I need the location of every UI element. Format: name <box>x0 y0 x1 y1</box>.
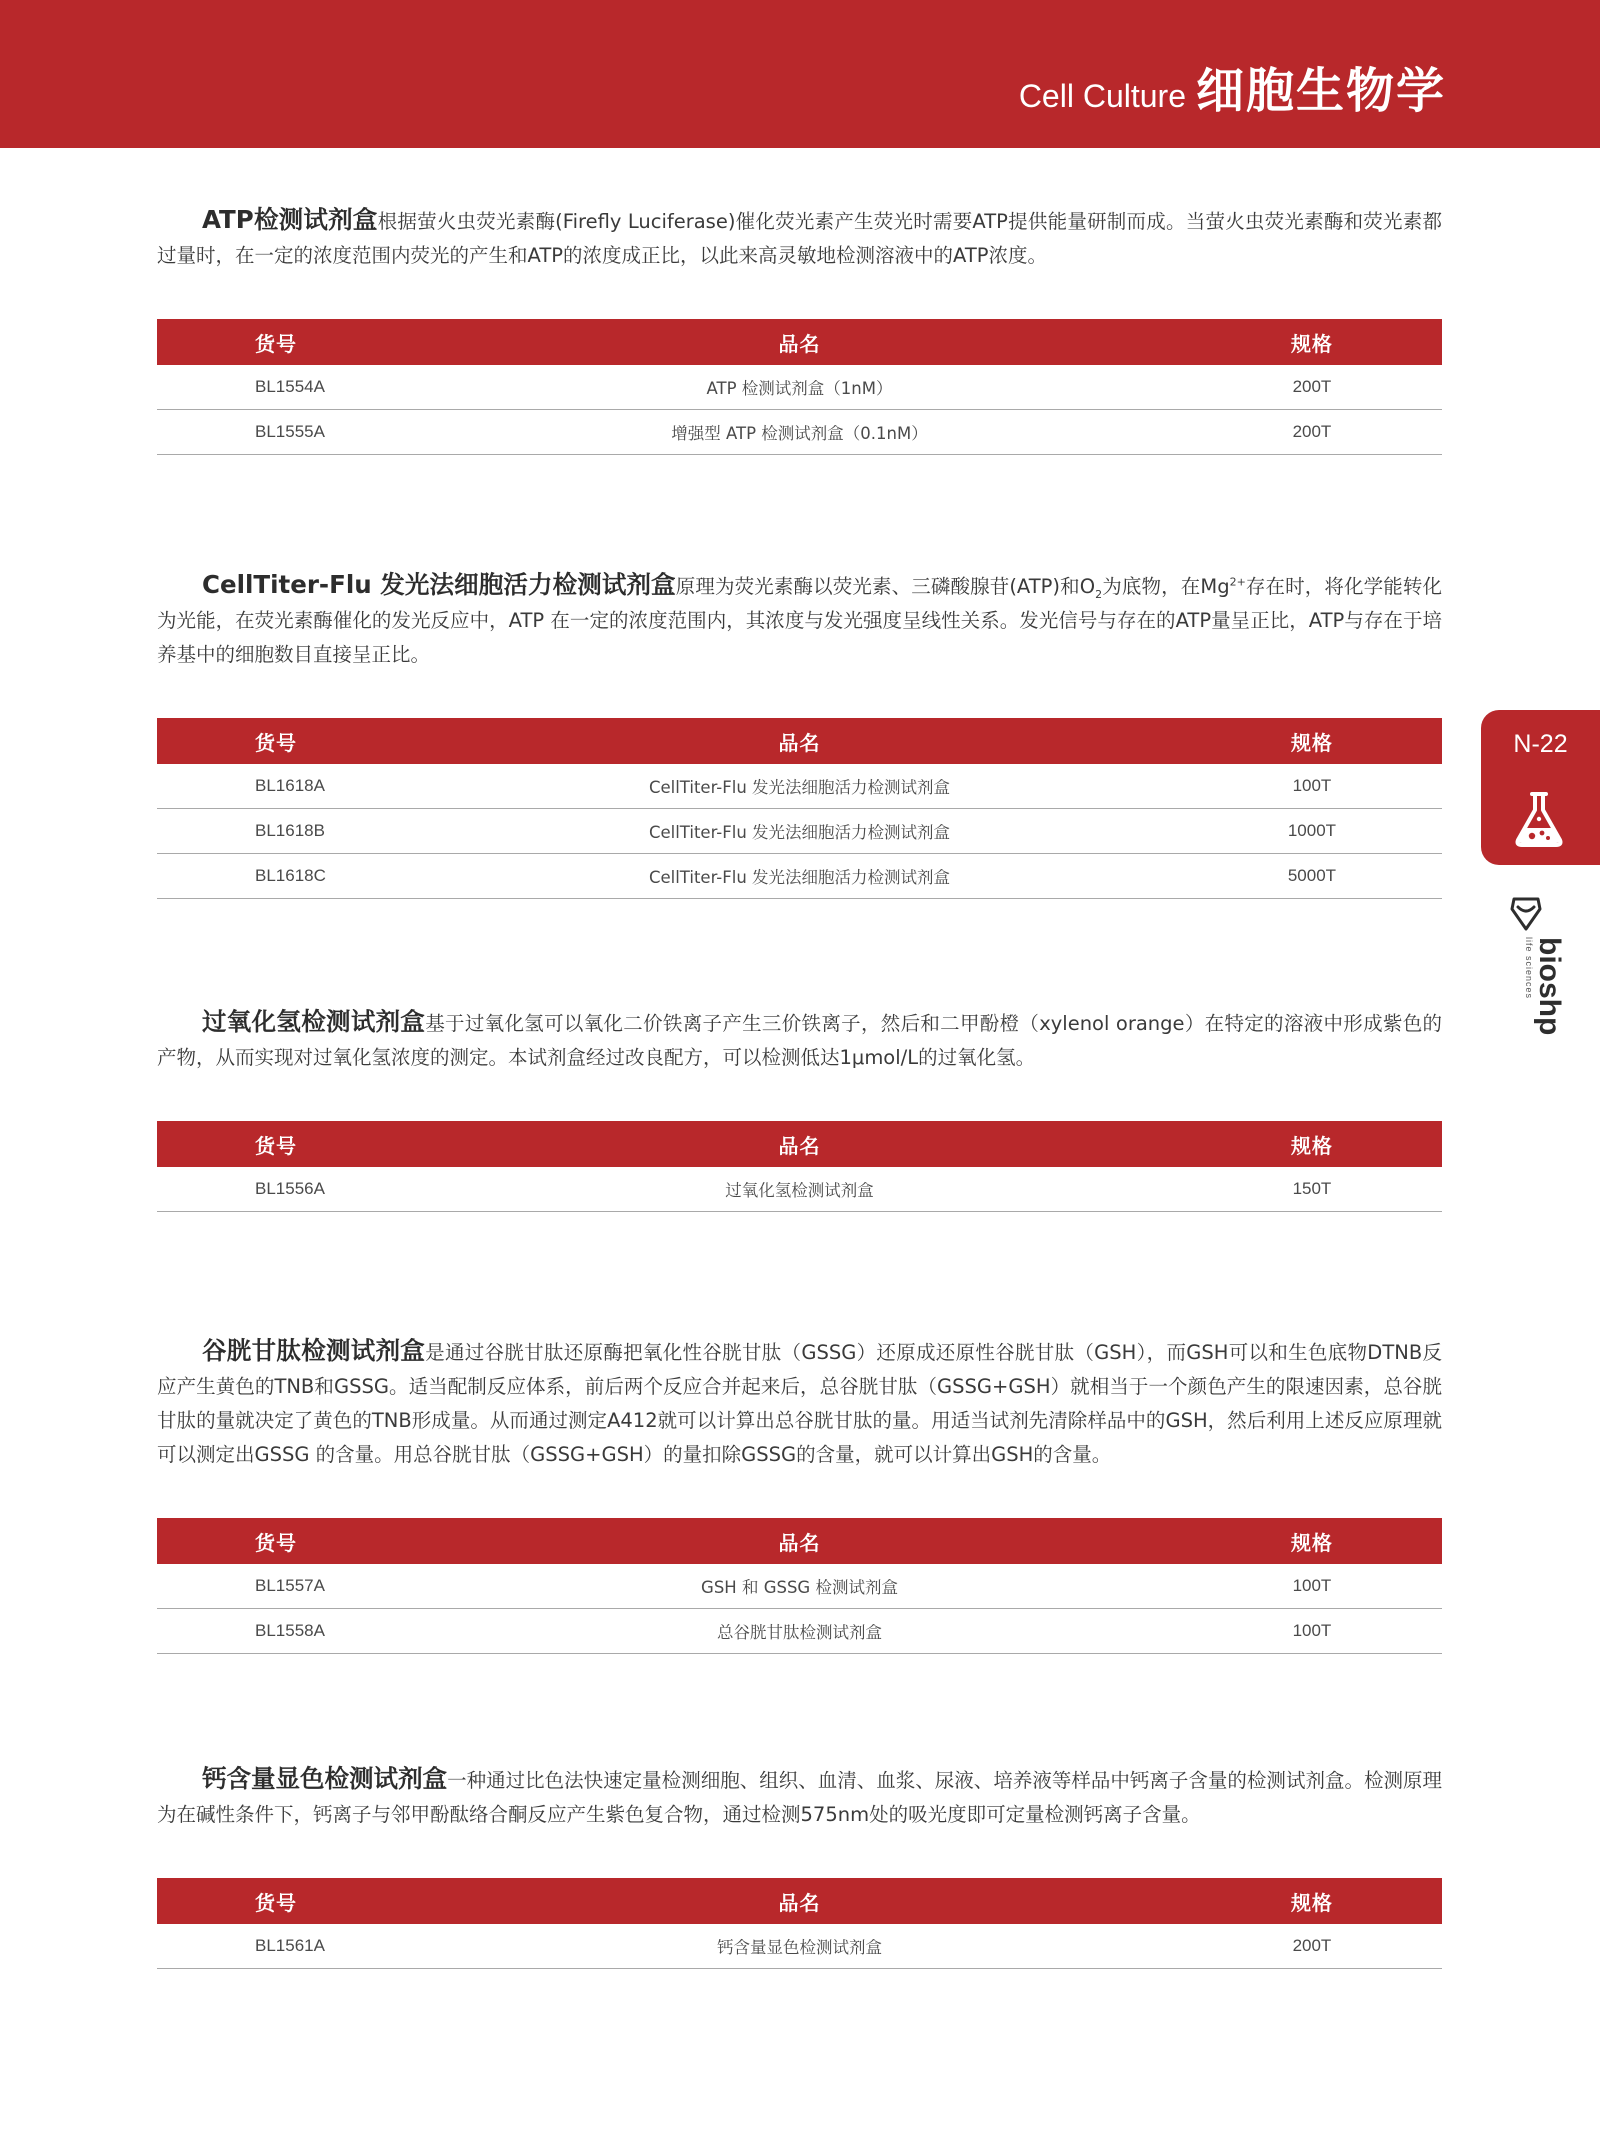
table-row <box>157 365 1442 410</box>
column-header-name: 品名 <box>491 1518 1108 1564</box>
section-intro <box>157 203 1442 273</box>
cell-name: GSH 和 GSSG 检测试剂盒 <box>491 1564 1108 1609</box>
cell-name: 过氧化氢检测试剂盒 <box>491 1167 1108 1212</box>
column-header-sku: 货号 <box>157 319 491 365</box>
section-intro <box>157 1762 1442 1832</box>
table-header-row <box>157 1121 1442 1167</box>
cell-name: 总谷胱甘肽检测试剂盒 <box>491 1609 1108 1654</box>
section-intro <box>157 1334 1442 1472</box>
table-header-row <box>157 319 1442 365</box>
brand-name: bioshp <box>1533 937 1566 1036</box>
product-name: ATP检测试剂盒 <box>202 205 378 234</box>
product-name: CellTiter-Flu 发光法细胞活力检测试剂盒 <box>202 570 676 599</box>
product-description: 原理为荧光素酶以荧光素、三磷酸腺苷(ATP)和O <box>675 575 1096 598</box>
cell-sku: BL1557A <box>157 1564 491 1609</box>
cell-sku: BL1554A <box>157 365 491 410</box>
product-table <box>157 718 1442 899</box>
table-row <box>157 1924 1442 1969</box>
product-table <box>157 1518 1442 1654</box>
cell-spec: 1000T <box>1108 809 1442 854</box>
brand-tagline: life sciences <box>1524 937 1534 1000</box>
cell-spec: 200T <box>1108 1924 1442 1969</box>
flask-icon <box>1508 788 1570 850</box>
column-header-spec: 规格 <box>1108 718 1442 764</box>
column-header-spec: 规格 <box>1108 1121 1442 1167</box>
section-calcium-kit <box>157 1762 1442 1969</box>
cell-name: 钙含量显色检测试剂盒 <box>491 1924 1108 1969</box>
page-title <box>1018 52 1446 119</box>
column-header-sku: 货号 <box>157 1121 491 1167</box>
page-number: N-22 <box>1513 730 1568 758</box>
product-name: 钙含量显色检测试剂盒 <box>202 1764 448 1793</box>
section-glutathione-kit <box>157 1334 1442 1654</box>
section-celltiter-flu-kit <box>157 568 1442 899</box>
product-table <box>157 1121 1442 1212</box>
cell-spec: 200T <box>1108 410 1442 455</box>
column-header-name: 品名 <box>491 1121 1108 1167</box>
product-description: 为底物，在Mg <box>1102 575 1230 598</box>
cell-name: CellTiter-Flu 发光法细胞活力检测试剂盒 <box>491 809 1108 854</box>
product-table <box>157 1878 1442 1969</box>
column-header-sku: 货号 <box>157 718 491 764</box>
column-header-spec: 规格 <box>1108 1878 1442 1924</box>
cell-sku: BL1561A <box>157 1924 491 1969</box>
table-row <box>157 1167 1442 1212</box>
superscript: 2+ <box>1229 575 1246 589</box>
table-row <box>157 1609 1442 1654</box>
cell-spec: 5000T <box>1108 854 1442 899</box>
column-header-name: 品名 <box>491 718 1108 764</box>
column-header-spec: 规格 <box>1108 319 1442 365</box>
table-row <box>157 764 1442 809</box>
column-header-name: 品名 <box>491 1878 1108 1924</box>
section-atp-kit <box>157 203 1442 455</box>
section-intro <box>157 568 1442 672</box>
column-header-name: 品名 <box>491 319 1108 365</box>
cell-sku: BL1558A <box>157 1609 491 1654</box>
side-tab <box>1481 710 1600 865</box>
section-hydrogen-peroxide-kit <box>157 1005 1442 1212</box>
table-row <box>157 1564 1442 1609</box>
column-header-sku: 货号 <box>157 1518 491 1564</box>
cell-name: CellTiter-Flu 发光法细胞活力检测试剂盒 <box>491 764 1108 809</box>
product-description: 基于过氧化氢可以氧化二价铁离子产生三价铁离子，然后和二甲酚橙（xylenol orange）在特定的溶液中形成紫色的产物，从而实现对过氧化氢浓度的测定。本试剂盒经过改良配方，可以检测低达1μmol/L的过氧化氢。 <box>157 1012 1442 1069</box>
cell-spec: 200T <box>1108 365 1442 410</box>
column-header-spec: 规格 <box>1108 1518 1442 1564</box>
table-row <box>157 854 1442 899</box>
cell-sku: BL1556A <box>157 1167 491 1212</box>
product-description: 一种通过比色法快速定量检测细胞、组织、血清、血浆、尿液、培养液等样品中钙离子含量的检测试剂盒。检测原理为在碱性条件下，钙离子与邻甲酚酞络合酮反应产生紫色复合物，通过检测575nm处的吸光度即可定量检测钙离子含量。 <box>157 1769 1442 1826</box>
cell-sku: BL1555A <box>157 410 491 455</box>
product-name: 谷胱甘肽检测试剂盒 <box>202 1336 426 1365</box>
cell-name: 增强型 ATP 检测试剂盒（0.1nM） <box>491 410 1108 455</box>
cell-name: CellTiter-Flu 发光法细胞活力检测试剂盒 <box>491 854 1108 899</box>
cell-spec: 100T <box>1108 1609 1442 1654</box>
cell-sku: BL1618C <box>157 854 491 899</box>
cell-sku: BL1618B <box>157 809 491 854</box>
table-header-row <box>157 1878 1442 1924</box>
page-title-en: Cell Culture <box>1018 78 1186 114</box>
page-title-zh: 细胞生物学 <box>1195 63 1446 119</box>
table-row <box>157 410 1442 455</box>
table-header-row <box>157 718 1442 764</box>
product-table <box>157 319 1442 455</box>
section-intro <box>157 1005 1442 1075</box>
table-header-row <box>157 1518 1442 1564</box>
table-row <box>157 809 1442 854</box>
subscript: 2 <box>1095 587 1103 601</box>
product-name: 过氧化氢检测试剂盒 <box>202 1007 426 1036</box>
column-header-sku: 货号 <box>157 1878 491 1924</box>
cell-spec: 100T <box>1108 764 1442 809</box>
cell-sku: BL1618A <box>157 764 491 809</box>
brand-text <box>1520 937 1564 1057</box>
cell-spec: 100T <box>1108 1564 1442 1609</box>
cell-name: ATP 检测试剂盒（1nM） <box>491 365 1108 410</box>
product-description: 根据萤火虫荧光素酶(Firefly Luciferase)催化荧光素产生荧光时需要ATP提供能量研制而成。当萤火虫荧光素酶和荧光素都过量时，在一定的浓度范围内荧光的产生和ATP的浓度成正比，以此来高灵敏地检测溶液中的ATP浓度。 <box>157 210 1442 267</box>
cell-spec: 150T <box>1108 1167 1442 1212</box>
product-description: 是通过谷胱甘肽还原酶把氧化性谷胱甘肽（GSSG）还原成还原性谷胱甘肽（GSH），而GSH可以和生色底物DTNB反应产生黄色的TNB和GSSG。适当配制反应体系，前后两个反应合并起来后，总谷胱甘肽（GSSG+GSH）就相当于一个颜色产生的限速因素，总谷胱甘肽的量就决定了黄色的TNB形成量。从而通过测定A412就可以计算出总谷胱甘肽的量。用适当试剂先清除样品中的GSH，然后利用上述反应原理就可以测定出GSSG 的含量。用总谷胱甘肽（GSSG+GSH）的量扣除GSSG的含量，就可以计算出GSH的含量。 <box>157 1341 1442 1466</box>
brand-logo <box>1504 893 1564 1069</box>
product-description: 存在时，将化学能转化为光能，在荧光素酶催化的发光反应中，ATP 在一定的浓度范围内，其浓度与发光强度呈线性关系。发光信号与存在的ATP量呈正比，ATP与存在于培养基中的细胞数目直接呈正比。 <box>157 575 1443 666</box>
logo-icon <box>1506 893 1546 933</box>
